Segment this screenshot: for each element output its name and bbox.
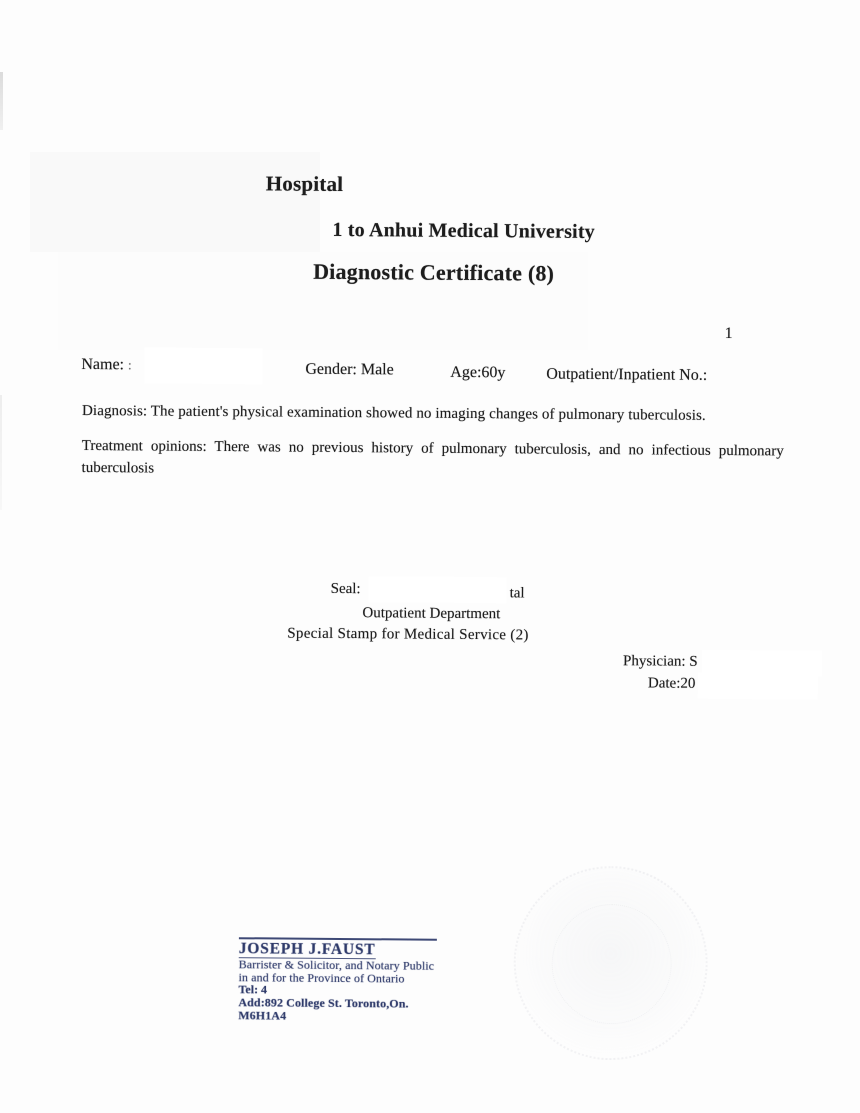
header-hospital-line: Hospital bbox=[265, 171, 344, 196]
name-label bbox=[81, 356, 131, 374]
name-label-text: Name: bbox=[81, 355, 125, 374]
notary-title-line: Barrister & Solicitor, and Notary Public bbox=[238, 957, 435, 973]
age-value: Age:60y bbox=[450, 363, 506, 382]
header-affiliation-line: 1 to Anhui Medical University bbox=[332, 218, 596, 243]
redaction-box-name bbox=[144, 347, 262, 384]
seal-stamp-caption: Special Stamp for Medical Service (2) bbox=[287, 625, 529, 644]
redaction-box-date bbox=[698, 673, 818, 700]
document-title: Diagnostic Certificate (8) bbox=[313, 258, 555, 286]
physician-line: Physician: S bbox=[623, 653, 698, 670]
gender-value: Gender: Male bbox=[305, 360, 394, 379]
diagnosis-text: Diagnosis: The patient's physical examination showed no imaging changes of pulmonary tuberculosis. bbox=[81, 402, 706, 424]
notary-tel-line: Tel: 4 bbox=[238, 982, 268, 997]
treatment-line-2: tuberculosis bbox=[81, 459, 155, 477]
redaction-box-seal bbox=[369, 576, 507, 603]
date-line: Date:20 bbox=[647, 675, 696, 692]
notary-address-line: Add:892 College St. Toronto,On. M6H1A4 bbox=[238, 995, 409, 1023]
faint-round-stamp bbox=[513, 865, 709, 1061]
notary-province-line: in and for the Province of Ontario bbox=[238, 969, 405, 985]
outpatient-number-label: Outpatient/Inpatient No.: bbox=[546, 365, 708, 384]
seal-hospital-fragment: tal bbox=[509, 585, 525, 602]
treatment-opinions bbox=[81, 435, 783, 485]
notary-name: JOSEPH J.FAUST bbox=[238, 940, 376, 959]
page-number: 1 bbox=[724, 324, 733, 343]
notary-stamp bbox=[238, 937, 449, 1023]
redacted-name-remnant: : bbox=[127, 357, 132, 373]
seal-department-line: Outpatient Department bbox=[362, 605, 501, 623]
seal-label: Seal: bbox=[330, 580, 361, 598]
faint-round-stamp-inner bbox=[551, 904, 672, 1025]
treatment-line-1: Treatment opinions: There was no previous history of pulmonary tuberculosis, and no infectious pulmonary bbox=[81, 437, 784, 460]
